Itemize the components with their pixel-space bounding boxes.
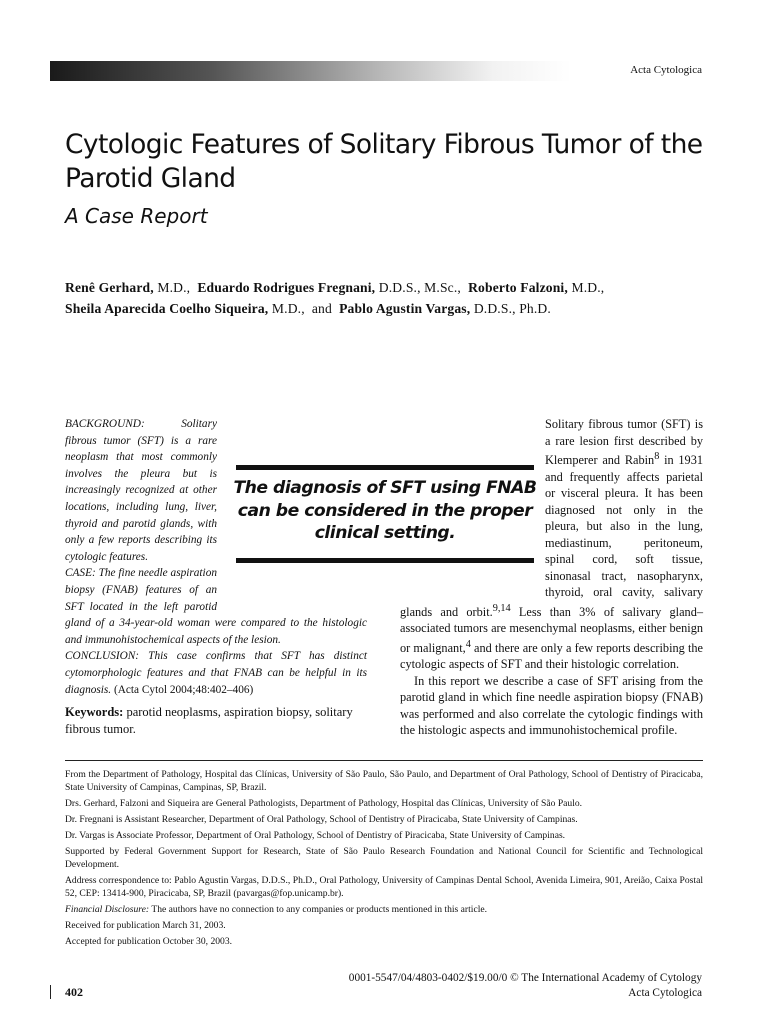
article-title: Cytologic Features of Solitary Fibrous Tumor of the Parotid Gland: [65, 129, 703, 194]
issn-line: 0001-5547/04/4803-0402/$19.00/0 © The International Academy of Cytology: [348, 972, 702, 984]
author-degree: M.D.,: [571, 280, 605, 295]
article-subtitle: A Case Report: [65, 204, 208, 228]
footnote: Dr. Fregnani is Assistant Researcher, Department of Oral Pathology, School of Dentistry of Piracicaba, State University of Campinas.: [65, 814, 578, 825]
keywords: [65, 704, 367, 738]
author-name: Renê Gerhard,: [65, 280, 154, 295]
journal-name-footer: Acta Cytologica: [628, 987, 702, 999]
author-list: [65, 277, 710, 319]
keywords-text: parotid neoplasms, aspiration biopsy, solitary fibrous tumor.: [65, 705, 353, 736]
financial-disclosure: Financial Disclosure: The authors have no connection to any companies or products mentioned in this article.: [65, 904, 488, 915]
author-name: Eduardo Rodrigues Fregnani,: [197, 280, 376, 295]
footnote: Supported by Federal Government Support for Research, State of São Paulo Research Foundation and National Council for Scientific and Technological Development.: [65, 846, 703, 870]
keywords-label: Keywords:: [65, 705, 124, 719]
abstract-background: BACKGROUND: Solitary fibrous tumor (SFT) is a rare neoplasm that most commonly involves the pleura but is increasingly recognized at other locations, including lung, liver, thyroid and parotid glands, with only a few reports describing its cytologic features.: [65, 418, 217, 563]
page-number: 402: [65, 985, 83, 999]
footnote-divider: [65, 760, 703, 761]
page-margin-rule: [50, 985, 51, 999]
footnote: Drs. Gerhard, Falzoni and Siqueira are General Pathologists, Department of Pathology, Hospital das Clínicas, University of São Paulo.: [65, 798, 583, 809]
footnote: Address correspondence to: Pablo Agustin Vargas, D.D.S., Ph.D., Oral Pathology, University of Campinas Dental School, Avenida Limeira, 901, Areião, Caixa Postal 52, CEP: 13414-900, Piracicaba, SP, Brazil (pavargas@fop.unicamp.br).: [65, 875, 703, 899]
author-degree: M.D.,: [271, 301, 305, 316]
author-degree: D.D.S., M.Sc.,: [378, 280, 461, 295]
body-paragraph: Solitary fibrous tumor (SFT) is a rare lesion first described by Klemperer and Rabin$^8$ in 1931 and frequently affects parietal or visceral pleura. It has been diagnosed not only in the pleura, but also in the lung, mediastinum, peritoneum, spinal cord, soft tissue, sinonasal tract, nasopharynx, thyroid, oral cavity, salivary glands and orbit.$^{9,14}$ Less than 3% of salivary gland–associated tumors are mesenchymal neoplasms, either benign or malignant,$^4$ and there are only a few reports describing the cytologic aspects of SFT and their histologic correlation.: [400, 417, 703, 672]
pull-quote-rule-top: [236, 465, 534, 470]
author-name: Roberto Falzoni,: [468, 280, 568, 295]
abstract-case: CASE: The fine needle aspiration biopsy (FNAB) features of an SFT located in the left parotid gland of a 34-year-old woman were compared to the histologic and immunohistochemical aspects of the lesion.: [65, 567, 367, 646]
header-gradient-bar: [50, 61, 702, 81]
accepted-date: Accepted for publication October 30, 2003.: [65, 936, 233, 947]
abstract-citation: (Acta Cytol 2004;48:402–406): [113, 683, 254, 696]
footnotes: [65, 768, 703, 951]
abstract-conclusion: CONCLUSION: This case confirms that SFT has distinct cytomorphologic features and that FNAB can be helpful in its diagnosis. (Acta Cytol 2004;48:402–406): [65, 650, 367, 696]
pull-quote: [222, 465, 548, 565]
received-date: Received for publication March 31, 2003.: [65, 920, 226, 931]
author-degree: D.D.S., Ph.D.: [473, 301, 551, 316]
author-degree: M.D.,: [157, 280, 191, 295]
body-paragraph: In this report we describe a case of SFT arising from the parotid gland in which fine needle aspiration biopsy (FNAB) was performed and also correlate the cytologic findings with the histologic aspects and immunohistochemical profile.: [400, 673, 703, 738]
footnote: From the Department of Pathology, Hospital das Clínicas, University of São Paulo, São Paulo, and Department of Oral Pathology, School of Dentistry of Piracicaba, State University of Campinas, Campinas, SP, Brazil.: [65, 769, 703, 793]
author-name: Sheila Aparecida Coelho Siqueira,: [65, 301, 269, 316]
reference: 8: [654, 451, 660, 462]
reference: 4: [465, 638, 471, 650]
reference: 9,14: [492, 602, 511, 614]
journal-name-header: Acta Cytologica: [630, 64, 702, 76]
pull-quote-rule-bottom: [236, 558, 534, 563]
author-conjunction: and: [311, 301, 332, 316]
author-name: Pablo Agustin Vargas,: [339, 301, 471, 316]
footnote: Dr. Vargas is Associate Professor, Department of Oral Pathology, School of Dentistry of Piracicaba, State University of Campinas.: [65, 830, 566, 841]
pull-quote-text: The diagnosis of SFT using FNAB can be considered in the proper clinical setting.: [233, 478, 537, 543]
